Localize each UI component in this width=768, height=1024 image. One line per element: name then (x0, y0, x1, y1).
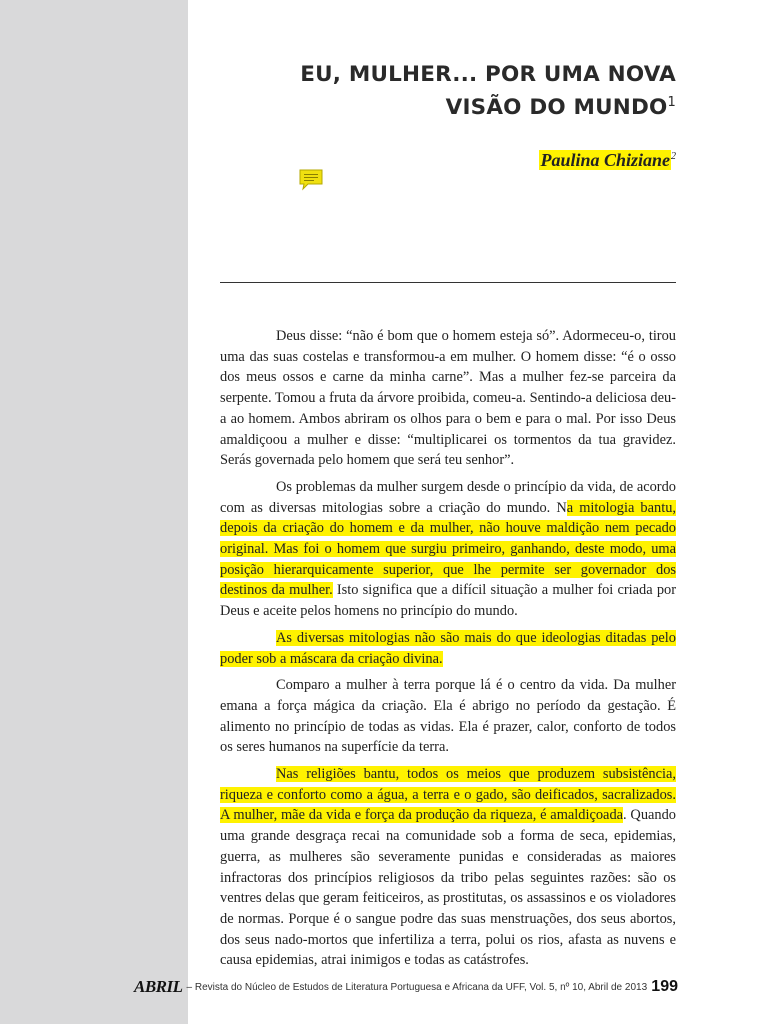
paragraph-4-text: Comparo a mulher à terra porque lá é o centro da vida. Da mulher emana a força mágica da criação. Ela é abrigo no período da gestação. É alimento no princípio de todas as vidas. Ela é prazer, calor, conforto de todos os seres humanos na superfície da terra. (220, 677, 676, 756)
author-name: Paulina Chiziane (540, 150, 670, 170)
title-divider (220, 282, 676, 283)
article-title (246, 58, 676, 124)
article-body (220, 326, 676, 977)
paragraph-3 (220, 628, 676, 669)
title-footnote-ref[interactable]: 1 (667, 94, 676, 110)
paragraph-1 (220, 326, 676, 471)
paragraph-4 (220, 675, 676, 758)
comment-note-icon[interactable] (298, 168, 324, 192)
paragraph-5-text-end: . Quando uma grande desgraça recai na comunidade sob a forma de seca, epidemias, guerra, as mulheres são severamente punidas e consideradas as maiores infractoras dos princípios religiosos da tribo pelas seguintes razões: são os ventres delas que geram feiticeiros, as prostitutas, os assassinos e os violadores de normas. Porque é o sangue podre das suas menstruações, dos seus abortos, dos seus nado-mortos que infertiliza a terra, polui os rios, afasta as nuvens e causa epidemias, atrai inimigos e todas as catástrofes. (220, 807, 676, 969)
title-line-1: EU, MULHER... POR UMA NOVA (300, 62, 676, 87)
journal-logo: ABRIL (134, 977, 183, 996)
paragraph-2 (220, 477, 676, 622)
highlighted-passage-2[interactable]: As diversas mitologias não são mais do que ideologias ditadas pelo poder sob a máscara da criação divina. (220, 629, 676, 667)
paragraph-2-text-start: Os problemas da mulher surgem desde o princípio da vida, de acordo com as diversas mitologias sobre a criação do mundo. N (220, 478, 676, 516)
journal-reference: – Revista do Núcleo de Estudos de Literatura Portuguesa e Africana da UFF, Vol. 5, nº 10, Abril de 2013 (186, 981, 648, 993)
highlighted-passage-3[interactable]: Nas religiões bantu, todos os meios que produzem subsistência, riqueza e conforto como a água, a terra e o gado, são deificados, sacralizados. A mulher, mãe da vida e força da produção da riqueza, é amaldiçoada (220, 766, 676, 824)
page-number: 199 (651, 978, 678, 995)
paragraph-5 (220, 764, 676, 971)
paragraph-2-text-end: Isto significa que a difícil situação a mulher foi criada por Deus e aceite pelos homens no princípio do mundo. (220, 582, 676, 620)
page-footer (134, 975, 678, 999)
highlighted-passage-1[interactable]: a mitologia bantu, depois da criação do homem e da mulher, não houve maldição nem pecado original. Mas foi o homem que surgiu primeiro, ganhando, deste modo, uma posição hierarquicamente superior, que lhe permite ser governador dos destinos da mulher. (220, 499, 677, 599)
side-band (0, 0, 188, 1024)
paragraph-1-text: Deus disse: “não é bom que o homem esteja só”. Adormeceu-o, tirou uma das suas costelas e transformou-a em mulher. O homem disse: “é o osso dos meus ossos e carne da minha carne”. Mas a mulher fez-se parceira da serpente. Tomou a fruta da árvore proibida, comeu-a. Sentindo-a deliciosa deu-a ao homem. Ambos abriram os olhos para o bem e para o mal. Por isso Deus amaldiçoou a mulher e disse: “multiplicarei os tormentos da tua gravidez. Serás governada pelo homem que será teu senhor”. (220, 328, 676, 469)
author-byline (539, 150, 676, 171)
title-line-2: VISÃO DO MUNDO (445, 95, 668, 120)
author-footnote-ref[interactable]: 2 (671, 151, 676, 162)
